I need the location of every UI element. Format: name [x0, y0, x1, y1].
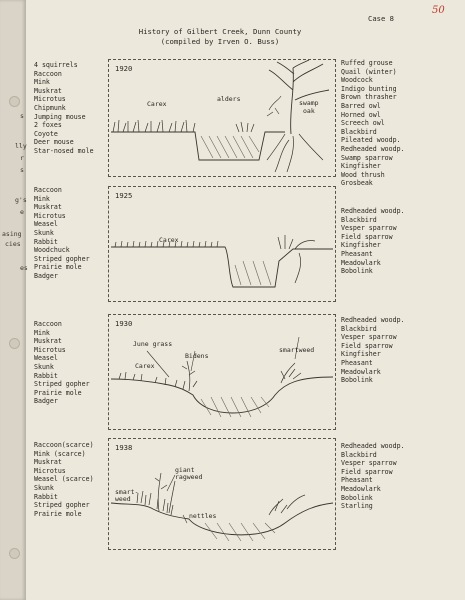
list-item: Vesper sparrow: [341, 459, 397, 468]
list-item: Raccoon: [34, 320, 62, 328]
list-item: Pheasant: [341, 358, 373, 367]
cross-section-panel: [108, 438, 336, 550]
list-item: Chipmunk: [34, 103, 66, 112]
list-item: Brown thrasher: [341, 93, 397, 102]
list-item: Kingfisher: [341, 241, 381, 250]
bird-list: [341, 442, 405, 511]
vegetation-label: Carex: [135, 362, 155, 370]
list-item: Muskrat: [34, 86, 62, 95]
vegetation-label: June grass: [133, 340, 173, 348]
list-item: Raccoon: [34, 69, 62, 78]
adjacent-page-strip: [0, 0, 26, 600]
list-item: Screech owl: [341, 119, 385, 128]
vegetation-label: giant: [175, 466, 195, 474]
list-item: Redheaded woodp.: [341, 144, 405, 153]
vegetation-label: swamp: [299, 99, 319, 107]
list-item: Raccoon: [34, 186, 62, 194]
list-item: Woodchuck: [34, 246, 70, 255]
list-item: Wood thrush: [341, 170, 385, 179]
list-item: Striped gopher: [34, 254, 90, 263]
list-item: Blackbird: [341, 324, 377, 333]
page-number: 50: [432, 5, 445, 16]
list-item: Pheasant: [341, 476, 373, 485]
mammal-list: [34, 186, 90, 281]
list-item: Horned owl: [341, 110, 381, 119]
list-item: Badger: [34, 271, 58, 280]
bird-list: [341, 316, 405, 385]
panel-year: 1938: [115, 443, 133, 452]
list-item: Coyote: [34, 129, 58, 138]
list-item: Pileated woodp.: [341, 136, 401, 145]
list-item: Muskrat: [34, 458, 62, 467]
cross-section-panel: [108, 59, 336, 177]
mammal-list: [34, 441, 94, 518]
list-item: Mink: [34, 78, 50, 87]
strip-fragment: e: [20, 208, 24, 216]
strip-fragment: cies: [5, 240, 21, 248]
list-item: Kingfisher: [341, 162, 381, 171]
vegetation-label: Carex: [159, 236, 179, 244]
list-item: Woodcock: [341, 76, 373, 85]
list-item: Indigo bunting: [341, 84, 397, 93]
list-item: Rabbit: [34, 492, 58, 501]
document-title: [120, 27, 320, 46]
strip-fragment: r: [20, 154, 24, 162]
list-item: Weasel (scarce): [34, 475, 94, 484]
vegetation-label: Bidens: [185, 352, 209, 360]
punch-hole: [9, 338, 20, 349]
list-item: Pheasant: [341, 249, 373, 258]
list-item: Prairie mole: [34, 263, 82, 272]
list-item: Redheaded woodp.: [341, 207, 405, 215]
list-item: Muskrat: [34, 203, 62, 212]
strip-fragment: s: [20, 166, 24, 174]
list-item: Kingfisher: [341, 350, 381, 359]
list-item: Deer mouse: [34, 138, 74, 147]
vegetation-label: Carex: [147, 100, 167, 108]
list-item: Raccoon(scarce): [34, 441, 94, 449]
list-item: Starling: [341, 502, 373, 511]
list-item: Bobolink: [341, 376, 373, 385]
list-item: Weasel: [34, 354, 58, 363]
list-item: Skunk: [34, 362, 54, 371]
list-item: Vesper sparrow: [341, 224, 397, 233]
list-item: Striped gopher: [34, 501, 90, 510]
vegetation-label: smartweed: [279, 346, 315, 354]
list-item: Skunk: [34, 228, 54, 237]
vegetation-label: oak: [303, 107, 315, 115]
strip-fragment: lly: [15, 142, 27, 150]
list-item: Field sparrow: [341, 341, 393, 350]
list-item: Skunk: [34, 483, 54, 492]
list-item: Muskrat: [34, 337, 62, 346]
list-item: Star-nosed mole: [34, 146, 94, 155]
list-item: Blackbird: [341, 127, 377, 136]
list-item: Jumping mouse: [34, 112, 86, 121]
list-item: Swamp sparrow: [341, 153, 393, 162]
cross-section-drawing: [109, 60, 335, 176]
subtitle-line: (compiled by Irven O. Buss): [160, 36, 280, 46]
punch-hole: [9, 548, 20, 559]
list-item: Meadowlark: [341, 367, 381, 376]
cross-section-drawing: [109, 315, 335, 429]
list-item: Meadowlark: [341, 258, 381, 267]
list-item: Field sparrow: [341, 467, 393, 476]
strip-fragment: s: [20, 112, 24, 120]
list-item: Microtus: [34, 466, 66, 475]
list-item: Striped gopher: [34, 380, 90, 389]
vegetation-label: nettles: [189, 512, 217, 520]
list-item: Mink: [34, 328, 50, 337]
mammal-list: [34, 320, 90, 406]
vegetation-label: smart-: [115, 488, 139, 496]
list-item: 4 squirrels: [34, 61, 78, 69]
panel-year: 1920: [115, 64, 133, 73]
case-label: Case 8: [368, 14, 394, 23]
list-item: Mink: [34, 194, 50, 203]
list-item: Mink (scarce): [34, 449, 86, 458]
punch-hole: [9, 96, 20, 107]
vegetation-label: ragweed: [175, 473, 203, 481]
list-item: Prairie mole: [34, 388, 82, 397]
list-item: Rabbit: [34, 237, 58, 246]
strip-fragment: es: [20, 264, 28, 272]
bird-list: [341, 59, 405, 188]
list-item: Field sparrow: [341, 232, 393, 241]
list-item: 2 foxes: [34, 121, 62, 130]
bird-list: [341, 207, 405, 276]
list-item: Badger: [34, 397, 58, 406]
list-item: Prairie mole: [34, 509, 82, 518]
panel-year: 1930: [115, 319, 133, 328]
list-item: Rabbit: [34, 371, 58, 380]
list-item: Microtus: [34, 345, 66, 354]
strip-fragment: g's: [15, 196, 27, 204]
cross-section-panel: [108, 314, 336, 430]
panel-year: 1925: [115, 191, 133, 200]
strip-fragment: asing: [2, 230, 22, 238]
list-item: Vesper sparrow: [341, 333, 397, 342]
list-item: Redheaded woodp.: [341, 442, 405, 450]
list-item: Redheaded woodp.: [341, 316, 405, 324]
cross-section-drawing: [109, 187, 335, 301]
title-line: History of Gilbert Creek, Dunn County: [138, 27, 302, 36]
cross-section-drawing: [109, 439, 335, 549]
vegetation-label: alders: [217, 95, 241, 103]
list-item: Blackbird: [341, 450, 377, 459]
list-item: Quail (winter): [341, 67, 397, 76]
cross-section-panel: [108, 186, 336, 302]
list-item: Grosbeak: [341, 179, 373, 188]
list-item: Microtus: [34, 211, 66, 220]
list-item: Bobolink: [341, 267, 373, 276]
list-item: Barred owl: [341, 101, 381, 110]
list-item: Bobolink: [341, 493, 373, 502]
mammal-list: [34, 61, 94, 156]
list-item: Meadowlark: [341, 484, 381, 493]
list-item: Blackbird: [341, 215, 377, 224]
list-item: Weasel: [34, 220, 58, 229]
list-item: Ruffed grouse: [341, 59, 393, 67]
list-item: Microtus: [34, 95, 66, 104]
vegetation-label: weed: [115, 495, 131, 503]
